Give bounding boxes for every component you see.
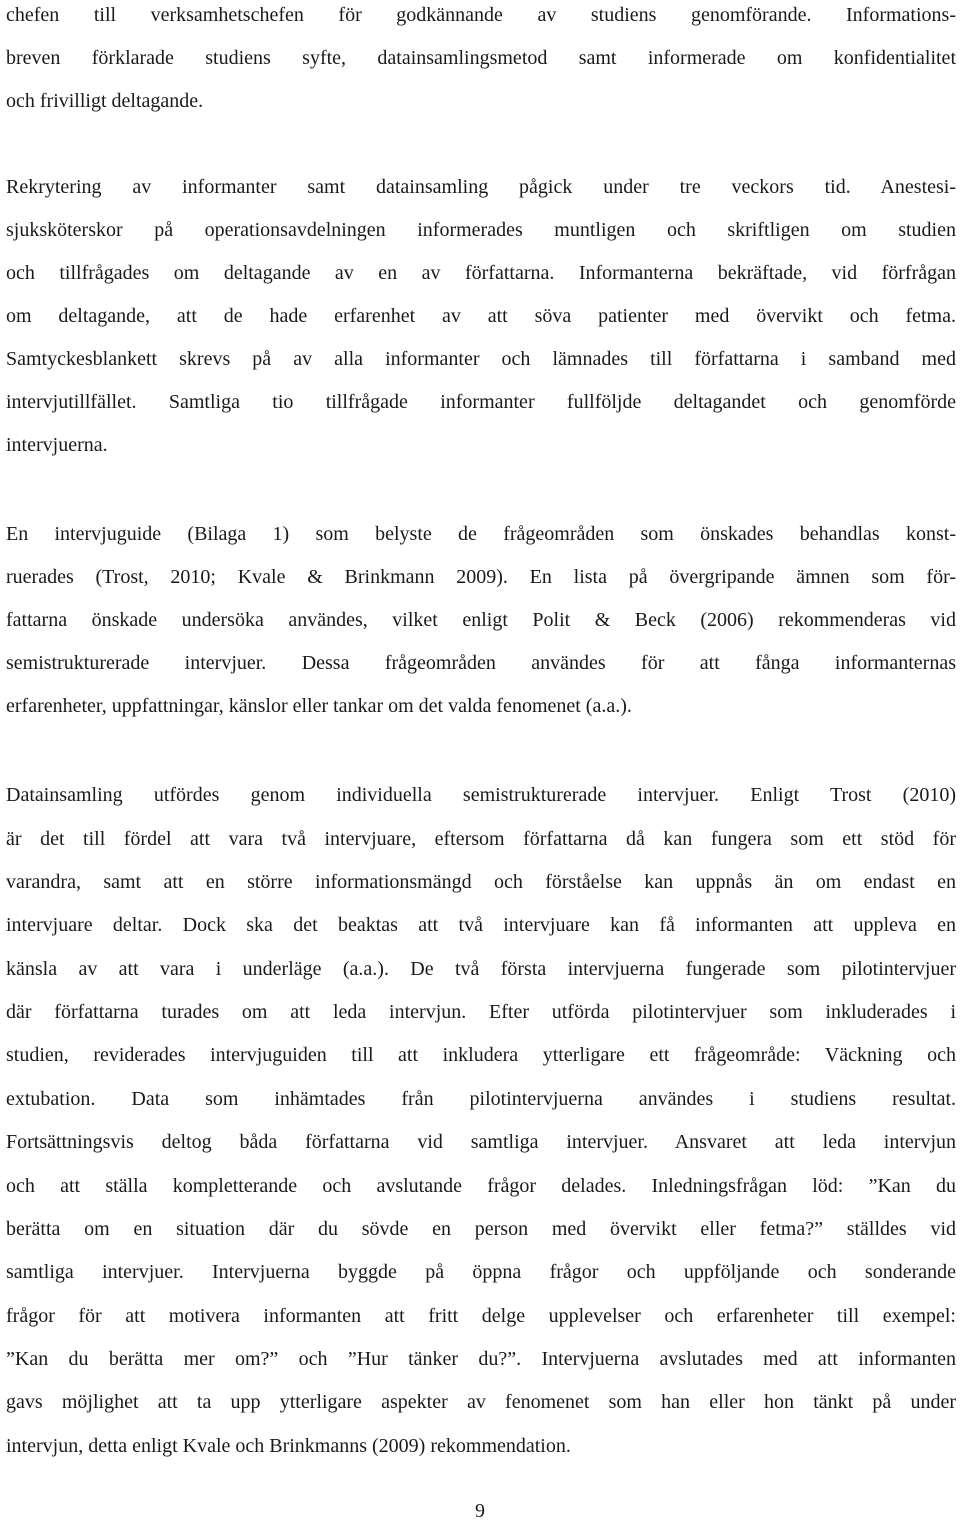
text-line: studien, reviderades intervjuguiden till att inkludera ytterligare ett frågeområde: Väckning och (6, 1044, 956, 1066)
text-line: där författarna turades om att leda intervjun. Efter utförda pilotintervjuer som inkluderades i (6, 1001, 956, 1023)
text-line: intervjuerna. (6, 434, 108, 456)
text-line: ruerades (Trost, 2010; Kvale & Brinkmann 2009). En lista på övergripande ämnen som för- (6, 566, 956, 588)
text-line: Rekrytering av informanter samt datainsamling pågick under tre veckors tid. Anestesi- (6, 176, 956, 198)
text-line: och tillfrågades om deltagande av en av författarna. Informanterna bekräftade, vid förfrågan (6, 262, 956, 284)
text-line: extubation. Data som inhämtades från pilotintervjuerna användes i studiens resultat. (6, 1088, 956, 1110)
text-line: intervjuare deltar. Dock ska det beaktas att två intervjuare kan få informanten att uppleva en (6, 914, 956, 936)
text-line: berätta om en situation där du sövde en person med övervikt eller fetma?” ställdes vid (6, 1218, 956, 1240)
text-line: Datainsamling utfördes genom individuella semistrukturerade intervjuer. Enligt Trost (2010) (6, 784, 956, 806)
text-line: frågor för att motivera informanten att fritt delge upplevelser och erfarenheter till exempel: (6, 1305, 956, 1327)
text-line: breven förklarade studiens syfte, datainsamlingsmetod samt informerade om konfidentialitet (6, 47, 956, 69)
text-line: fattarna önskade undersöka användes, vilket enligt Polit & Beck (2006) rekommenderas vid (6, 609, 956, 631)
text-line: och att ställa kompletterande och avslutande frågor delades. Inledningsfrågan löd: ”Kan du (6, 1175, 956, 1197)
text-line: intervjutillfället. Samtliga tio tillfrågade informanter fullföljde deltagandet och genomförde (6, 391, 956, 413)
text-line: Fortsättningsvis deltog båda författarna vid samtliga intervjuer. Ansvaret att leda intervjun (6, 1131, 956, 1153)
text-line: om deltagande, att de hade erfarenhet av att söva patienter med övervikt och fetma. (6, 305, 956, 327)
text-line: känsla av att vara i underläge (a.a.). De två första intervjuerna fungerade som pilotintervjuer (6, 958, 956, 980)
page-number: 9 (475, 1500, 485, 1522)
text-line: Samtyckesblankett skrevs på av alla informanter och lämnades till författarna i samband med (6, 348, 956, 370)
text-line: semistrukturerade intervjuer. Dessa frågeområden användes för att fånga informanternas (6, 652, 956, 674)
text-line: varandra, samt att en större informationsmängd och förståelse kan uppnås än om endast en (6, 871, 956, 893)
text-line: ”Kan du berätta mer om?” och ”Hur tänker du?”. Intervjuerna avslutades med att informanten (6, 1348, 956, 1370)
text-line: intervjun, detta enligt Kvale och Brinkmanns (2009) rekommendation. (6, 1435, 571, 1457)
text-line: sjuksköterskor på operationsavdelningen informerades muntligen och skriftligen om studien (6, 219, 956, 241)
text-line: erfarenheter, uppfattningar, känslor eller tankar om det valda fenomenet (a.a.). (6, 695, 632, 717)
text-line: är det till fördel att vara två intervjuare, eftersom författarna då kan fungera som ett stöd för (6, 828, 956, 850)
text-line: chefen till verksamhetschefen för godkännande av studiens genomförande. Informations- (6, 4, 956, 26)
text-line: En intervjuguide (Bilaga 1) som belyste de frågeområden som önskades behandlas konst- (6, 523, 956, 545)
text-line: och frivilligt deltagande. (6, 90, 204, 112)
text-line: samtliga intervjuer. Intervjuerna byggde på öppna frågor och uppföljande och sonderande (6, 1261, 956, 1283)
text-line: gavs möjlighet att ta upp ytterligare aspekter av fenomenet som han eller hon tänkt på under (6, 1391, 956, 1413)
